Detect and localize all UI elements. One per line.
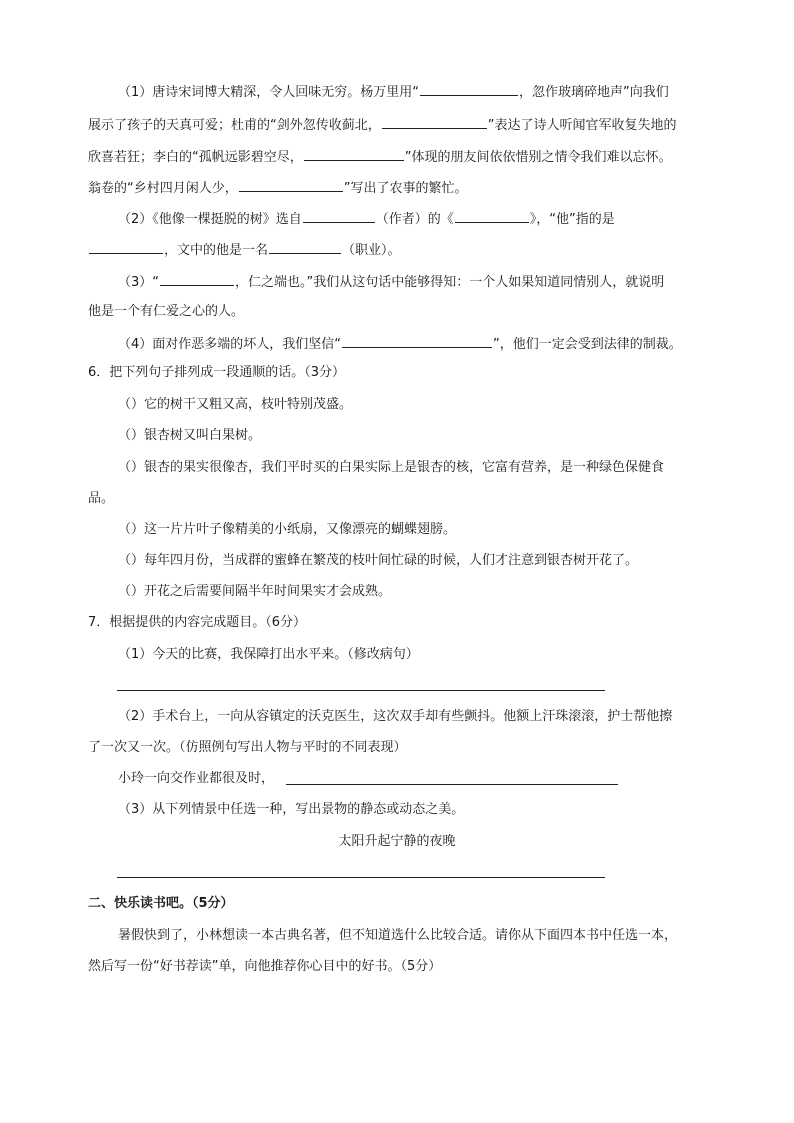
answer-blank[interactable] <box>239 178 343 192</box>
answer-blank[interactable] <box>382 115 487 129</box>
q5-p1-line2 <box>88 115 677 135</box>
answer-blank[interactable] <box>89 240 163 254</box>
answer-line[interactable] <box>117 690 605 691</box>
answer-blank[interactable] <box>269 240 341 254</box>
q6-item: （）银杏树又叫白果树。 <box>118 428 262 443</box>
q7-sub2-line2: 了一次又一次。（仿照例句写出人物与平时的不同表现） <box>88 740 407 755</box>
q6-item: （）开花之后需要间隔半年时间果实才会成熟。 <box>118 584 392 599</box>
answer-line[interactable] <box>286 784 618 785</box>
text: （2）《他像一棵挺脱的树》选自 <box>118 212 302 227</box>
q7-sub3-options: 太阳升起宁静的夜晚 <box>338 834 456 849</box>
q7-title: 7．根据提供的内容完成题目。（6分） <box>88 615 307 630</box>
text: （4）面对作恶多端的坏人，我们坚信“ <box>118 337 342 352</box>
q6-item: （）它的树干又粗又高，枝叶特别茂盛。 <box>118 397 353 412</box>
q7-sub1: （1）今天的比赛，我保障打出水平来。（修改病句） <box>118 647 419 662</box>
q6-item: 品。 <box>88 491 115 506</box>
q6-title: 6．把下列句子排列成一段通顺的话。（3分） <box>88 365 346 380</box>
answer-line[interactable] <box>117 877 605 878</box>
text: ，文中的他是一名 <box>164 243 269 258</box>
q7-sub2-line1: （2）手术台上，一向从容镇定的沃克医生，这次双手却有些颤抖。他额上汗珠滚滚，护士帮他擦 <box>118 709 673 724</box>
q5-p2-line2 <box>88 240 401 260</box>
text: ”写出了农事的繁忙。 <box>343 181 468 196</box>
text: 欣喜若狂；李白的“孤帆远影碧空尽， <box>88 150 303 165</box>
q5-p1-line4 <box>88 178 468 198</box>
text: 展示了孩子的天真可爱；杜甫的“剑外忽传收蓟北， <box>88 118 381 133</box>
text: （作者）的《 <box>375 212 454 227</box>
text: ”体现的朋友间依依惜别之情令我们难以忘怀。 <box>404 150 672 165</box>
text: ，仁之端也。”我们从这句话中能够得知：一个人如果知道同情别人，就说明 <box>235 275 665 290</box>
q5-p4-line1 <box>118 334 682 354</box>
q6-item: （）这一片片叶子像精美的小纸扇，又像漂亮的蝴蝶翅膀。 <box>118 522 457 537</box>
text: 翁卷的“乡村四月闲人少， <box>88 181 238 196</box>
q5-p1-line1 <box>118 82 669 102</box>
q6-item: （）银杏的果实很像杏，我们平时买的白果实际上是银杏的核，它富有营养，是一种绿色保健食 <box>118 460 665 475</box>
text: （3）“ <box>118 275 160 290</box>
q6-item: （）每年四月份，当成群的蜜蜂在繁茂的枝叶间忙碌的时候，人们才注意到银杏树开花了。 <box>118 553 639 568</box>
answer-blank[interactable] <box>420 82 518 96</box>
q7-sub3: （3）从下列情景中任选一种，写出景物的静态或动态之美。 <box>118 802 465 817</box>
q7-sub2-line3: 小玲一向交作业都很及时， <box>118 771 275 786</box>
text: ”表达了诗人听闻官军收复失地的 <box>487 118 677 133</box>
answer-blank[interactable] <box>455 209 529 223</box>
section2-line2: 然后写一份“好书荐读”单，向他推荐你心目中的好书。（5分） <box>88 959 442 974</box>
text: ，忽作玻璃碎地声”向我们 <box>519 85 669 100</box>
q5-p3-line1 <box>118 272 664 292</box>
answer-blank[interactable] <box>342 334 492 348</box>
q5-p3-line2: 他是一个有仁爱之心的人。 <box>88 304 245 319</box>
text: ”，他们一定会受到法律的制裁。 <box>493 337 682 352</box>
answer-blank[interactable] <box>160 272 234 286</box>
answer-blank[interactable] <box>304 147 404 161</box>
section2-line1: 暑假快到了，小林想读一本古典名著，但不知道选什么比较合适。请你从下面四本书中任选一本， <box>118 928 678 943</box>
text: （1）唐诗宋词博大精深，令人回味无穷。杨万里用“ <box>118 85 420 100</box>
text: 》，“他”指的是 <box>529 212 615 227</box>
q5-p2-line1 <box>118 209 615 229</box>
text: （职业）。 <box>342 243 401 258</box>
q5-p1-line3 <box>88 147 672 167</box>
section2-title: 二、快乐读书吧。（5分） <box>88 896 234 911</box>
answer-blank[interactable] <box>303 209 375 223</box>
